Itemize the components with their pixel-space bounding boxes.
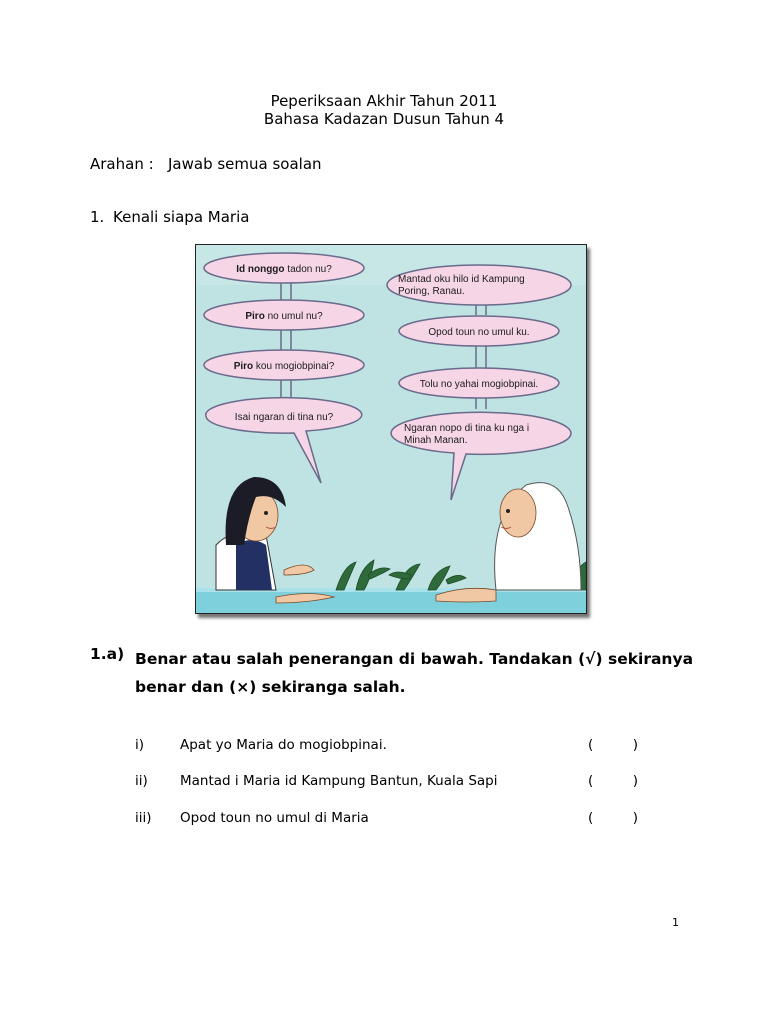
question-1a-text: Benar atau salah penerangan di bawah. Tandakan (√) sekiranya benar dan (×) sekiranga salah. <box>135 650 694 696</box>
question-1-number: 1. <box>90 208 105 226</box>
statement-1-text: Apat yo Maria do mogiobpinai. <box>180 737 387 753</box>
exam-title: Peperiksaan Akhir Tahun 2011 <box>270 92 498 110</box>
answer-close-paren: ) <box>632 737 638 753</box>
question-1-text: Kenali siapa Maria <box>113 208 250 226</box>
bubble-left-3-text: Piro kou mogiobpinai? <box>233 361 335 372</box>
bubble-right-4-line2: Minah Manan. <box>404 435 468 446</box>
instructions-text: Jawab semua soalan <box>168 155 322 173</box>
statement-2-number: ii) <box>135 773 148 789</box>
bubble-right-2-text: Opod toun no umul ku. <box>428 327 530 338</box>
answer-close-paren: ) <box>632 810 638 826</box>
conversation-illustration <box>195 244 587 614</box>
statement-3-answer-box[interactable] <box>588 810 638 826</box>
statement-3-number: iii) <box>135 810 152 826</box>
statement-1-number: i) <box>135 737 145 753</box>
bubble-right-1-line1: Mantad oku hilo id Kampung <box>398 274 525 285</box>
instructions-label: Arahan : <box>90 155 154 173</box>
bubble-right-1 <box>387 265 571 305</box>
answer-open-paren: ( <box>588 773 594 789</box>
bubble-right-3-text: Tolu no yahai mogiobpinai. <box>419 379 539 390</box>
bubble-right-1-line2: Poring, Ranau. <box>398 286 465 297</box>
bubble-left-4-text: Isai ngaran di tina nu? <box>234 412 334 423</box>
statement-2-text: Mantad i Maria id Kampung Bantun, Kuala Sapi <box>180 773 498 789</box>
answer-close-paren: ) <box>632 773 638 789</box>
answer-open-paren: ( <box>588 810 594 826</box>
page-number: 1 <box>672 916 679 929</box>
exam-subtitle: Bahasa Kadazan Dusun Tahun 4 <box>263 110 505 128</box>
statement-1-answer-box[interactable] <box>588 737 638 753</box>
statement-3-text: Opod toun no umul di Maria <box>180 810 369 826</box>
bubble-right-4-line1: Ngaran nopo di tina ku nga i <box>404 423 530 434</box>
statement-2-answer-box[interactable] <box>588 773 638 789</box>
question-1a-number: 1.a) <box>90 645 125 663</box>
bubble-left-1-text: Id nonggo tadon nu? <box>236 264 332 275</box>
answer-open-paren: ( <box>588 737 594 753</box>
bubble-left-2-text: Piro no umul nu? <box>245 311 323 322</box>
